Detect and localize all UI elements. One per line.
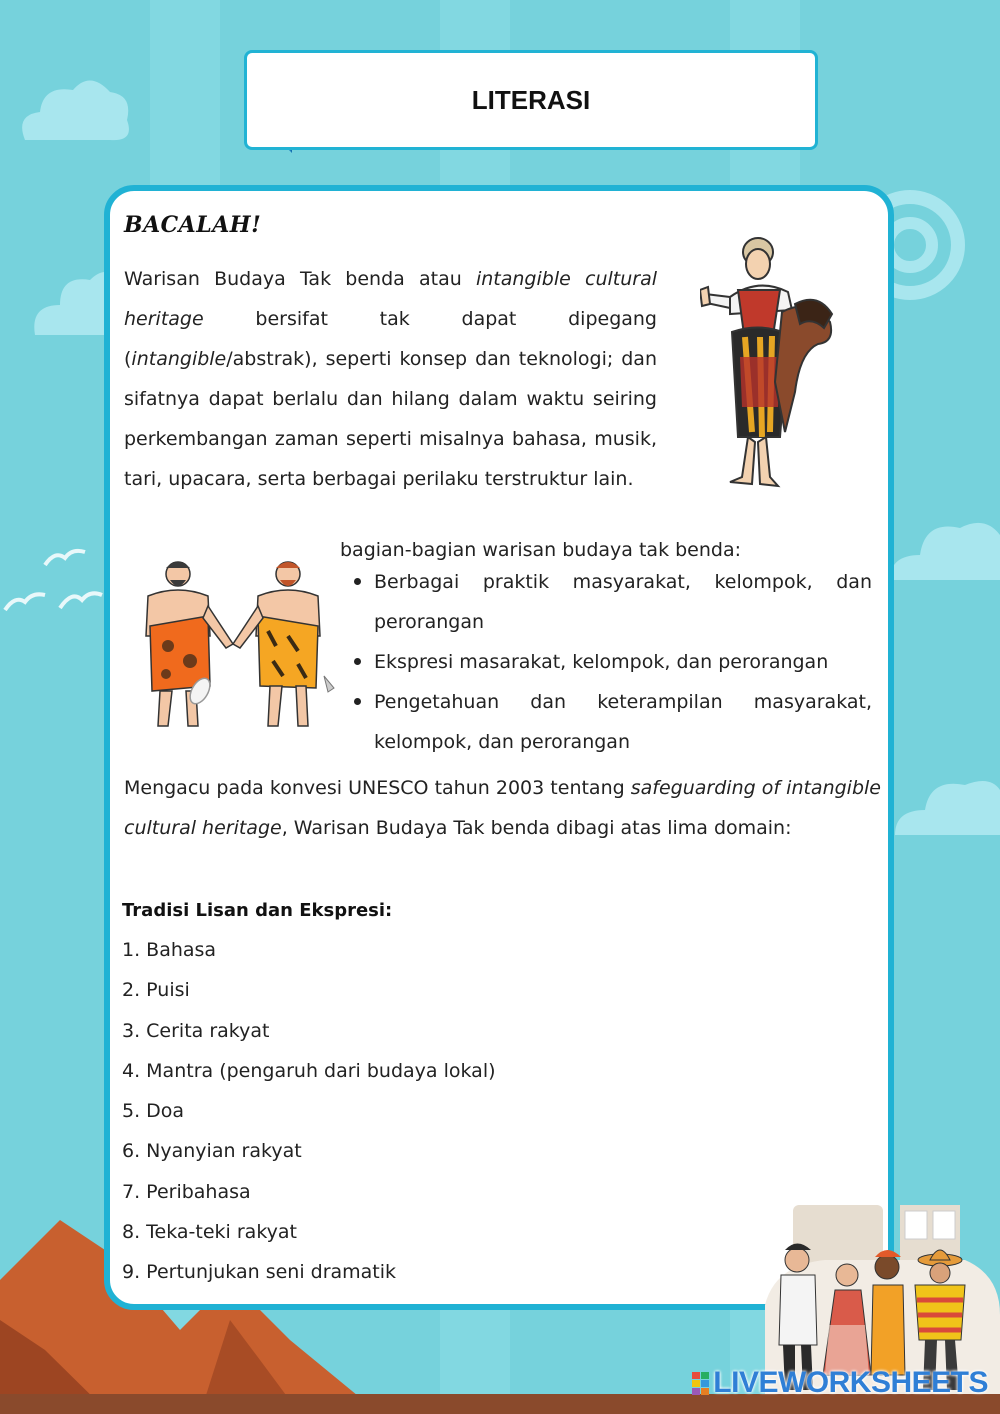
paragraph-intro-text: Warisan Budaya Tak benda atau xyxy=(124,268,476,290)
list-item: 5. Doa xyxy=(122,1100,185,1123)
page-title: LITERASI xyxy=(471,84,591,115)
paragraph-unesco-text: , Warisan Budaya Tak benda dibagi atas lima domain: xyxy=(281,817,792,839)
list-item: 6. Nyanyian rakyat xyxy=(122,1140,302,1163)
cavemen-illustration xyxy=(138,556,338,736)
list-item: Ekspresi masarakat, kelompok, dan perorangan xyxy=(352,642,872,682)
cloud-icon xyxy=(890,500,1000,590)
brand-text: LIVEWORKSHEETS xyxy=(713,1366,988,1399)
birds-icon xyxy=(0,540,105,630)
list-item: 7. Peribahasa xyxy=(122,1180,251,1203)
paragraph-intro-italic: intangible cultural heritage xyxy=(124,268,657,330)
cloud-icon xyxy=(895,760,1000,840)
cloud-icon xyxy=(15,70,135,150)
paragraph-intro-italic: intangible xyxy=(131,348,227,370)
tradisi-list xyxy=(122,930,496,1293)
paragraph-unesco-italic: safeguarding of intangible cultural heritage xyxy=(124,777,881,839)
list-item: 4. Mantra (pengaruh dari budaya lokal) xyxy=(122,1059,496,1082)
liveworksheets-logo xyxy=(692,1366,988,1400)
tradisi-heading: Tradisi Lisan dan Ekspresi: xyxy=(122,900,393,921)
list-item: Berbagai praktik masyarakat, kelompok, dan perorangan xyxy=(352,562,872,642)
parts-list xyxy=(352,562,872,762)
paragraph-intro-text: bersifat tak dapat dipegang ( xyxy=(124,308,657,370)
paragraph-intro-text: /abstrak), seperti konsep dan teknologi; dan sifatnya dapat berlalu dan hilang dalam waktu seiring perkembangan zaman seperti misalnya bahasa, musik, tari, upacara, serta berbagai perilaku terstruktur lain. xyxy=(124,348,657,490)
list-item: 1. Bahasa xyxy=(122,939,217,961)
list-item: 3. Cerita rakyat xyxy=(122,1019,270,1042)
list-item: 2. Puisi xyxy=(122,979,190,1002)
list-item: 9. Pertunjukan seni dramatik xyxy=(122,1261,397,1284)
dancer-illustration xyxy=(700,232,840,497)
cubes-icon xyxy=(692,1372,710,1396)
paragraph-unesco xyxy=(124,768,881,848)
spiral-icon xyxy=(880,190,1000,310)
parts-heading: bagian-bagian warisan budaya tak benda: xyxy=(340,539,742,561)
paragraph-intro xyxy=(124,259,657,499)
section-heading: BACALAH! xyxy=(124,212,262,238)
list-item: 8. Teka-teki rakyat xyxy=(122,1221,297,1244)
list-item: Pengetahuan dan keterampilan masyarakat, kelompok, dan perorangan xyxy=(352,682,872,762)
paragraph-unesco-text: Mengacu pada konvesi UNESCO tahun 2003 tentang xyxy=(124,777,631,799)
